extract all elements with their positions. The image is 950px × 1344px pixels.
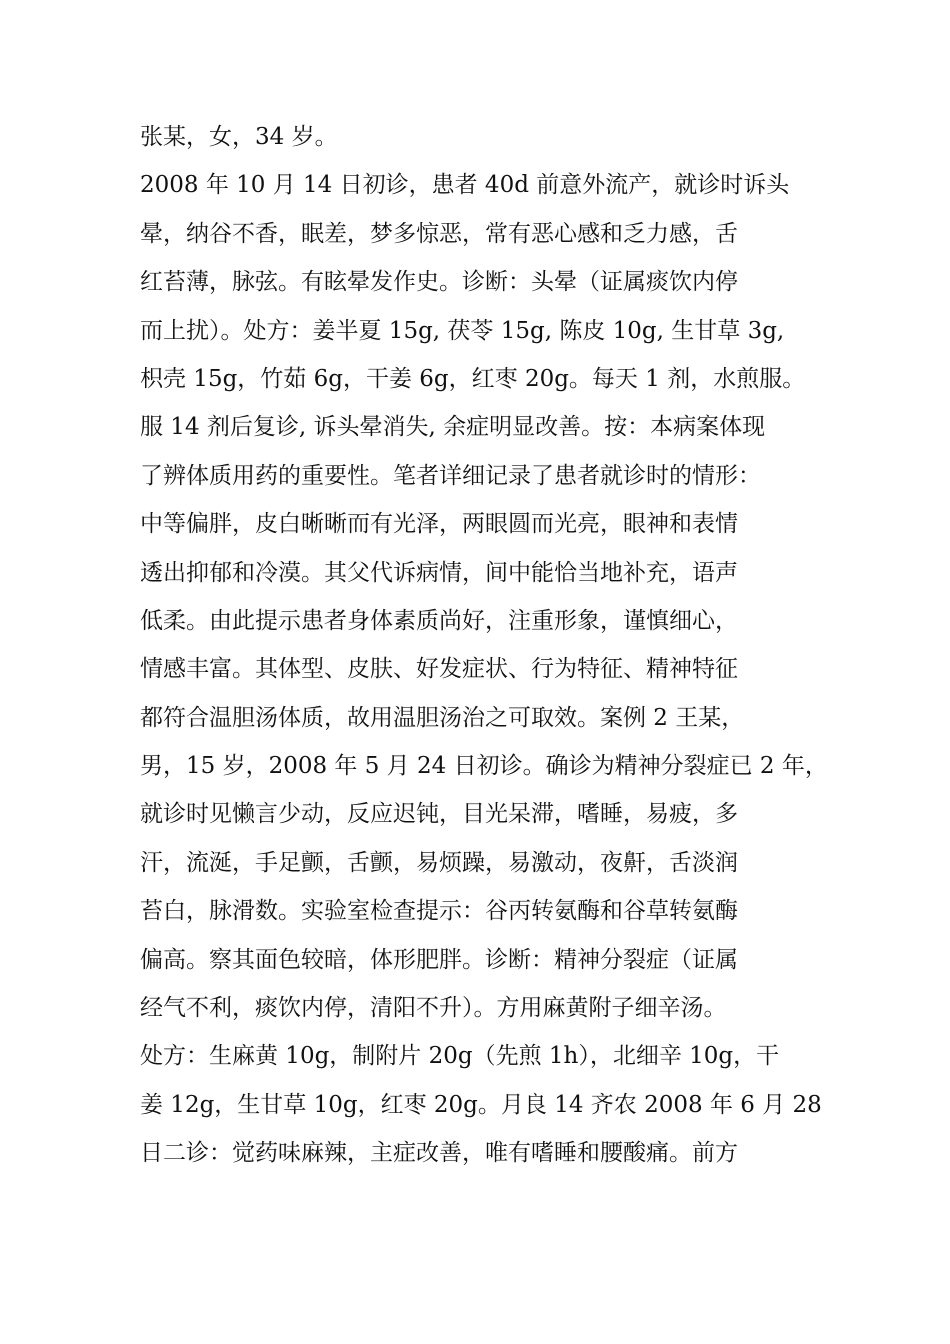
- text-line: 姜 12g，生甘草 10g，红枣 20g。月良 14 齐农 2008 年 6 月 28: [140, 1091, 822, 1118]
- text-line: 而上扰）。处方：姜半夏 15g, 茯苓 15g, 陈皮 10g, 生甘草 3g,: [140, 317, 785, 344]
- text-line: 情感丰富。其体型、皮肤、好发症状、行为特征、精神特征: [140, 656, 738, 683]
- text-line: 低柔。由此提示患者身体素质尚好，注重形象，谨慎细心，: [140, 607, 738, 634]
- text-line: 透出抑郁和冷漠。其父代诉病情，间中能恰当地补充，语声: [140, 559, 738, 586]
- text-line: 就诊时见懒言少动，反应迟钝，目光呆滞，嗜睡，易疲，多: [140, 801, 738, 828]
- text-line: 处方：生麻黄 10g，制附片 20g（先煎 1h），北细辛 10g，干: [140, 1043, 780, 1070]
- text-line: 中等偏胖，皮白晰晰而有光泽，两眼圆而光亮，眼神和表情: [140, 511, 738, 538]
- text-line: 苔白，脉滑数。实验室检查提示：谷丙转氨酶和谷草转氨酶: [140, 898, 738, 925]
- text-line: 晕，纳谷不香，眠差，梦多惊恶，常有恶心感和乏力感，舌: [140, 220, 738, 247]
- text-line: 服 14 剂后复诊, 诉头晕消失, 余症明显改善。按：本病案体现: [140, 414, 766, 441]
- text-line: 男，15 岁，2008 年 5 月 24 日初诊。确诊为精神分裂症已 2 年，: [140, 753, 828, 780]
- text-line: 了辨体质用药的重要性。笔者详细记录了患者就诊时的情形：: [140, 462, 761, 489]
- text-line: 汗，流涎，手足颤，舌颤，易烦躁，易激动，夜鼾，舌淡润: [140, 849, 738, 876]
- text-line: 2008 年 10 月 14 日初诊，患者 40d 前意外流产，就诊时诉头: [140, 172, 790, 199]
- text-line: 日二诊：觉药味麻辣，主症改善，唯有嗜睡和腰酸痛。前方: [140, 1140, 738, 1167]
- text-line: 经气不利，痰饮内停，清阳不升）。方用麻黄附子细辛汤。: [140, 995, 727, 1022]
- text-line: 红苔薄，脉弦。有眩晕发作史。诊断：头晕（证属痰饮内停: [140, 269, 738, 296]
- text-line: 偏高。察其面色较暗，体形肥胖。诊断：精神分裂症（证属: [140, 946, 738, 973]
- document-body: [140, 113, 840, 1178]
- text-line: 张某，女，34 岁。: [140, 124, 338, 150]
- text-line: 都符合温胆汤体质，故用温胆汤治之可取效。案例 2 王某，: [140, 704, 745, 731]
- text-line: 枳壳 15g，竹茹 6g，干姜 6g，红枣 20g。每天 1 剂，水煎服。: [140, 365, 806, 392]
